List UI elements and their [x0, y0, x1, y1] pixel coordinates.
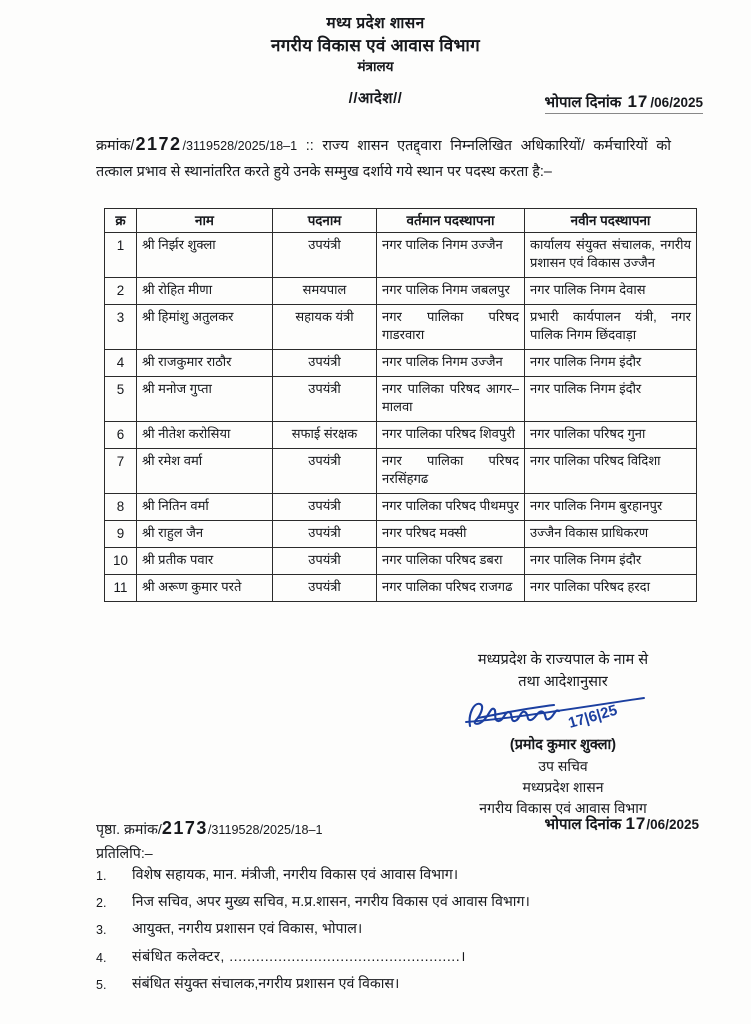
cell-serial: 2 [105, 277, 137, 304]
list-item-text: संबंधित कलेक्टर, ....................................................। [132, 948, 467, 965]
list-item-index: 3. [96, 923, 107, 938]
cell-current-post: नगर पालिका परिषद शिवपुरी [377, 421, 525, 448]
cell-name: श्री राहुल जैन [137, 520, 273, 547]
footer-place-date [545, 814, 699, 834]
cell-current-post: नगर पालिका परिषद डबरा [377, 547, 525, 574]
list-item [96, 866, 696, 885]
signatory-government: मध्यप्रदेश शासन [522, 779, 604, 796]
department-state-name: मध्य प्रदेश शासन [326, 15, 425, 32]
cell-serial: 9 [105, 520, 137, 547]
column-header-current-post: वर्तमान पदस्थापना [377, 209, 525, 233]
department-name: नगरीय विकास एवं आवास विभाग [271, 35, 480, 55]
header-date-month: 06 [654, 95, 670, 110]
cell-current-post: नगर पालिका परिषद नरसिंहगढ [377, 448, 525, 493]
cell-designation: उपयंत्री [273, 448, 377, 493]
svg-text:17|6|25: 17|6|25 [566, 701, 620, 732]
footer-date-label: भोपाल दिनांक [544, 816, 622, 833]
cell-designation: उपयंत्री [273, 349, 377, 376]
cell-new-post: नगर पालिक निगम देवास [525, 277, 697, 304]
list-item [96, 920, 696, 939]
cell-serial: 7 [105, 448, 137, 493]
cell-serial: 5 [105, 376, 137, 421]
cell-designation: समयपाल [273, 277, 377, 304]
cell-new-post: नगर पालिक निगम बुरहानपुर [525, 493, 697, 520]
cell-serial: 1 [105, 233, 137, 278]
cell-current-post: नगर परिषद मक्सी [377, 520, 525, 547]
column-header-designation: पदनाम [273, 209, 377, 233]
cell-designation: उपयंत्री [273, 547, 377, 574]
cell-serial: 10 [105, 547, 137, 574]
list-item [96, 975, 696, 994]
signature-block [413, 650, 713, 819]
footer-date-sep1: / [646, 817, 651, 832]
cell-name: श्री नितिन वर्मा [137, 493, 273, 520]
order-body-paragraph [96, 128, 671, 186]
table-row [105, 349, 697, 376]
table-row [105, 304, 697, 349]
table-row [105, 493, 697, 520]
cell-current-post: नगर पालिका परिषद राजगढ [377, 574, 525, 601]
table-row [105, 448, 697, 493]
cell-designation: उपयंत्री [273, 520, 377, 547]
cell-new-post: नगर पालिका परिषद गुना [525, 421, 697, 448]
cell-designation: सफाई संरक्षक [273, 421, 377, 448]
header-place-label: भोपाल दिनांक [544, 94, 622, 111]
list-item [96, 948, 696, 967]
column-header-serial: क्र [105, 209, 137, 233]
cell-designation: सहायक यंत्री [273, 304, 377, 349]
cell-new-post: नगर पालिका परिषद हरदा [525, 574, 697, 601]
order-body-text: राज्य शासन एतद्द्वारा निम्नलिखित अधिकारियों/ कर्मचारियों को तत्काल प्रभाव से स्थानांतरित करते हुये उनके सम्मुख दर्शाये गये स्थान पर पदस्थ करता है:– [96, 138, 671, 181]
order-title: //आदेश// [348, 90, 403, 108]
header-date-sep1: / [650, 95, 655, 110]
cell-serial: 11 [105, 574, 137, 601]
cell-new-post: उज्जैन विकास प्राधिकरण [525, 520, 697, 547]
cell-current-post: नगर पालिक निगम उज्जैन [377, 349, 525, 376]
footer-date-sep2: / [665, 817, 669, 832]
cell-designation: उपयंत्री [273, 574, 377, 601]
cell-current-post: नगर पालिका परिषद गाडरवारा [377, 304, 525, 349]
cell-name: श्री नीतेश करोसिया [137, 421, 273, 448]
footer-ref-rest: /3119528/2025/18–1 [207, 823, 323, 837]
footer-reference [96, 818, 323, 839]
footer-ref-label: पृष्ठा. क्रमांक/ [96, 822, 162, 838]
header-date-year: 2025 [672, 95, 703, 110]
list-item-index: 4. [96, 950, 107, 965]
letterhead [0, 0, 751, 76]
footer-date-year: 2025 [668, 817, 699, 832]
list-item-text: निज सचिव, अपर मुख्य सचिव, म.प्र.शासन, नगरीय विकास एवं आवास विभाग। [132, 894, 530, 911]
table-row [105, 277, 697, 304]
table-row [105, 574, 697, 601]
list-item-index: 2. [96, 896, 107, 911]
table-row [105, 233, 697, 278]
department-office: मंत्रालय [357, 58, 394, 74]
cell-current-post: नगर पालिक निगम उज्जैन [377, 233, 525, 278]
handwritten-signature [458, 696, 668, 734]
cell-new-post: नगर पालिका परिषद विदिशा [525, 448, 697, 493]
order-ref-separator: :: [297, 138, 323, 154]
table-row [105, 520, 697, 547]
cell-new-post: कार्यालय संयुक्त संचालक, नगरीय प्रशासन एवं विकास उज्जैन [525, 233, 697, 278]
list-item-text: विशेष सहायक, मान. मंत्रीजी, नगरीय विकास एवं आवास विभाग। [132, 867, 459, 883]
signature-order-line: तथा आदेशानुसार [518, 673, 608, 690]
cell-new-post: नगर पालिक निगम इंदौर [525, 547, 697, 574]
cell-designation: उपयंत्री [273, 376, 377, 421]
table-row [105, 421, 697, 448]
footer-date-day: 17 [625, 814, 647, 833]
header-date-sep2: / [669, 95, 673, 110]
cell-name: श्री प्रतीक पवार [137, 547, 273, 574]
column-header-name: नाम [137, 209, 273, 233]
signatory-designation: उप सचिव [538, 758, 588, 775]
cell-name: श्री रोहित मीणा [137, 277, 273, 304]
cell-serial: 8 [105, 493, 137, 520]
signatory-name: (प्रमोद कुमार शुक्ला) [509, 736, 617, 753]
cell-serial: 3 [105, 304, 137, 349]
list-item-text: आयुक्त, नगरीय प्रशासन एवं विकास, भोपाल। [132, 921, 363, 938]
signatory-department: नगरीय विकास एवं आवास विभाग [479, 800, 647, 817]
table-row [105, 376, 697, 421]
copy-to-label: प्रतिलिपि:– [96, 846, 153, 862]
cell-new-post: नगर पालिक निगम इंदौर [525, 349, 697, 376]
cell-current-post: नगर पालिका परिषद आगर–मालवा [377, 376, 525, 421]
footer-ref-number: 2173 [161, 818, 208, 838]
footer-date-month: 06 [650, 817, 666, 832]
cell-name: श्री निर्झर शुक्ला [137, 233, 273, 278]
signature-authority-line: मध्यप्रदेश के राज्यपाल के नाम से [477, 652, 649, 668]
cell-name: श्री अरूण कुमार परते [137, 574, 273, 601]
order-ref-label: क्रमांक/ [96, 138, 135, 154]
cell-serial: 4 [105, 349, 137, 376]
order-ref-rest: /3119528/2025/18–1 [182, 139, 298, 153]
cell-current-post: नगर पालिका परिषद पीथमपुर [377, 493, 525, 520]
cell-designation: उपयंत्री [273, 233, 377, 278]
cell-name: श्री राजकुमार राठौर [137, 349, 273, 376]
cell-name: श्री हिमांशु अतुलकर [137, 304, 273, 349]
order-ref-number: 2172 [135, 134, 182, 154]
copy-distribution-list [96, 866, 696, 1002]
cell-designation: उपयंत्री [273, 493, 377, 520]
transfer-table [104, 208, 697, 602]
cell-current-post: नगर पालिक निगम जबलपुर [377, 277, 525, 304]
list-item-index: 5. [96, 977, 107, 992]
cell-name: श्री रमेश वर्मा [137, 448, 273, 493]
list-item-index: 1. [96, 869, 107, 883]
header-date-day: 17 [627, 92, 649, 111]
table-header-row [105, 209, 697, 233]
header-place-date [545, 92, 703, 112]
cell-new-post: प्रभारी कार्यपालन यंत्री, नगर पालिक निगम छिंदवाड़ा [525, 304, 697, 349]
list-item [96, 893, 696, 912]
list-item-text: संबंधित संयुक्त संचालक,नगरीय प्रशासन एवं विकास। [132, 975, 400, 992]
table-row [105, 547, 697, 574]
column-header-new-post: नवीन पदस्थापना [525, 209, 697, 233]
cell-serial: 6 [105, 421, 137, 448]
cell-name: श्री मनोज गुप्ता [137, 376, 273, 421]
transfer-table-wrapper [104, 208, 691, 602]
cell-new-post: नगर पालिक निगम इंदौर [525, 376, 697, 421]
